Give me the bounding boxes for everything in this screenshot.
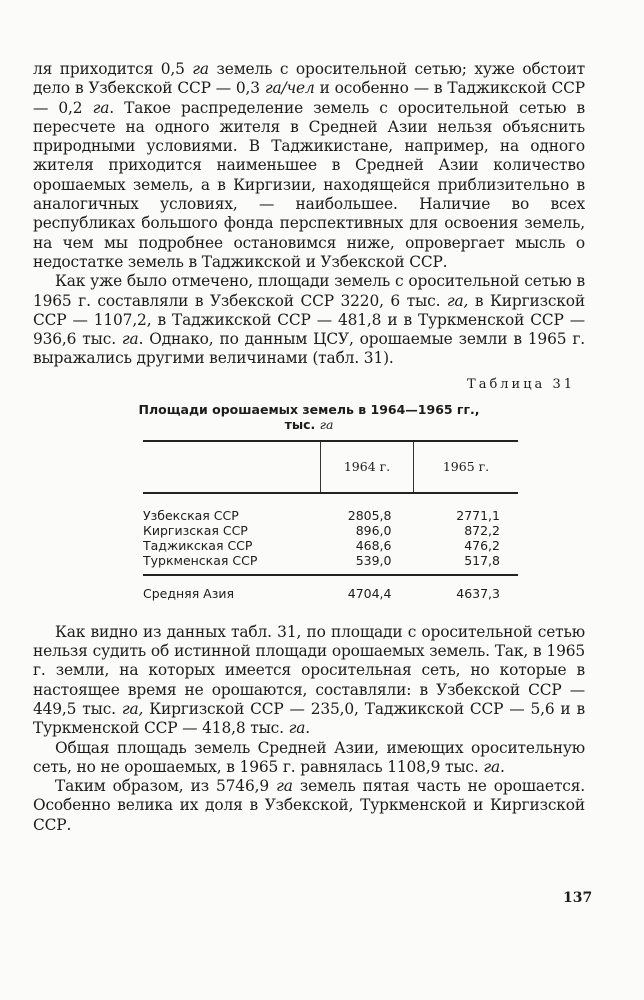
book-page — [33, 60, 585, 835]
paragraph: Таким образом, из 5746,9 га земель пятая часть не орошается. Особенно велика их доля в Узбекской, Туркменской и Киргизской ССР. — [33, 777, 586, 834]
header-1964: 1964 г. — [321, 441, 414, 493]
header-1965: 1965 г. — [414, 441, 519, 493]
table-title: Площади орошаемых земель в 1964—1965 гг., тыс. га — [138, 401, 480, 432]
irrigated-land-table — [143, 440, 518, 601]
paragraph: Общая площадь земель Средней Азии, имеющих оросительную сеть, но не орошаемых, в 1965 г. равнялась 1108,9 тыс. га. — [33, 738, 585, 776]
paragraph: ля приходится 0,5 га земель с оросительной сетью; хуже обстоит дело в Узбекской ССР — 0,3 га/чел и особенно — в Таджикской ССР — 0,2 га. Такое распределение земель с оросительной сетью в пересчете на одного жителя в Средней Азии нельзя объяснить природными условиями. В Таджикистане, например, на одного жителя приходится наименьшее в Средней Азии количество орошаемых земель, а в Киргизии, находящейся приблизительно в аналогичных условиях, — наибольшее. Наличие во всех республиках большого фонда перспективных для освоения земель, на чем мы подробнее остановимся ниже, опровергает мысль о недостатке земель в Таджикской и Узбекской ССР. — [33, 60, 585, 271]
table-row: Узбекская ССР 2805,8 2771,1 — [143, 507, 500, 523]
table-row: Таджикская ССР 468,6 476,2 — [143, 537, 500, 553]
table-row: Киргизская ССР 896,0 872,2 — [143, 522, 500, 538]
paragraph: Как видно из данных табл. 31, по площади с оросительной сетью нельзя судить об истинной площади орошаемых земель. Так, в 1965 г. земли, на которых имеется оросительная сеть, но которые в настоящее время не орошаются, составляли: в Узбекской ССР — 449,5 тыс. га, Киргизской ССР — 235,0, Таджикской ССР — 5,6 и в Туркменской ССР — 418,8 тыс. га. — [33, 622, 585, 738]
table-label: Таблица 31 — [467, 376, 575, 392]
text-before-table — [33, 60, 585, 369]
paragraph: Как уже было отмечено, площади земель с оросительной сетью в 1965 г. составляли в Узбекской ССР 3220, 6 тыс. га, в Киргизской ССР — 1107,2, в Таджикской ССР — 481,8 и в Туркменской ССР — 936,6 тыс. га. Однако, по данным ЦСУ, орошаемые земли в 1965 г. выражались другими величинами (табл. 31). — [33, 272, 585, 368]
text-after-table — [33, 623, 585, 835]
page-number: 137 — [563, 890, 593, 906]
table-row: Туркменская ССР 539,0 517,8 — [143, 553, 518, 575]
table-total-row: Средняя Азия 4704,4 4637,3 — [143, 585, 500, 601]
header-region — [143, 441, 321, 493]
